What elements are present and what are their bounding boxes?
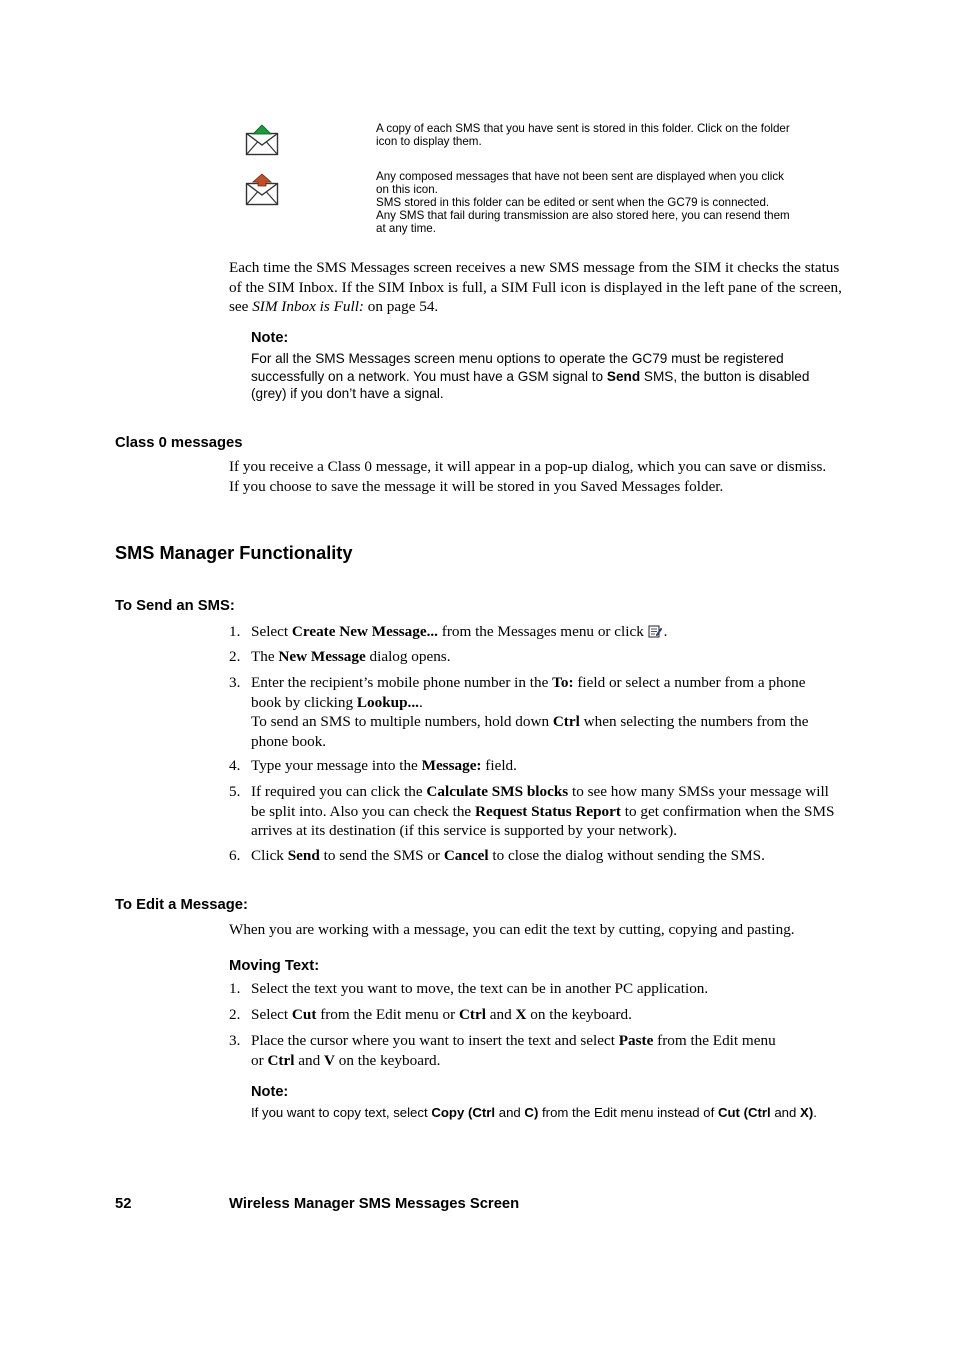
note-text: For all the SMS Messages screen menu options to operate the GC79 must be registered successfully on a network. You must have a GSM signal to Send SMS, the button is disabled (grey) if you don’t have a signal.	[251, 351, 810, 402]
edit-message-heading: To Edit a Message:	[115, 897, 248, 913]
note-heading: Note:	[251, 1084, 289, 1100]
step-number: 4.	[229, 757, 241, 774]
step-number: 3.	[229, 674, 241, 691]
list-item: Click Send to send the SMS or Cancel to close the dialog without sending the SMS.	[251, 847, 765, 864]
class0-heading: Class 0 messages	[115, 435, 243, 451]
step-number: 2.	[229, 648, 241, 665]
outbox-folder-description: Any composed messages that have not been sent are displayed when you click on this icon. SMS stored in this folder can be edited or sent when the GC79 is connected. Any SMS that fail during transmission are also stored here, you can resend them at any time.	[376, 170, 790, 235]
send-sms-heading: To Send an SMS:	[115, 598, 235, 614]
list-item: Select Create New Message... from the Messages menu or click .	[251, 622, 866, 644]
step-number: 1.	[229, 623, 241, 640]
list-item: Enter the recipient’s mobile phone number in the To: field or select a number from a phone book by clicking Lookup.... To send an SMS to multiple numbers, hold down Ctrl when selecting the numbers from the phone book.	[251, 674, 809, 750]
step-number: 1.	[229, 980, 241, 997]
step-number: 2.	[229, 1006, 241, 1023]
note-heading: Note:	[251, 330, 289, 346]
list-item: If required you can click the Calculate SMS blocks to see how many SMSs your message will be split into. Also you can check the Request Status Report to get confirmation when the SMS arrives at its destination (if this service is supported by your network).	[251, 783, 835, 839]
note-text: If you want to copy text, select Copy (Ctrl and C) from the Edit menu instead of Cut (Ctrl and X).	[251, 1105, 817, 1120]
moving-text-heading: Moving Text:	[229, 958, 320, 974]
outbox-envelope-icon	[245, 173, 279, 206]
sent-envelope-icon	[245, 124, 279, 156]
sim-inbox-full-reference[interactable]: SIM Inbox is Full:	[252, 298, 364, 315]
sent-folder-description: A copy of each SMS that you have sent is stored in this folder. Click on the folder icon to display them.	[376, 122, 790, 148]
class0-paragraph: If you receive a Class 0 message, it will appear in a pop-up dialog, which you can save or dismiss. If you choose to save the message it will be stored in you Saved Messages folder.	[229, 458, 827, 495]
section-heading: SMS Manager Functionality	[115, 543, 353, 563]
step-number: 5.	[229, 783, 241, 800]
list-item: Select Cut from the Edit menu or Ctrl and X on the keyboard.	[251, 1006, 632, 1023]
edit-intro: When you are working with a message, you can edit the text by cutting, copying and pasting.	[229, 921, 795, 938]
list-item: The New Message dialog opens.	[251, 648, 451, 665]
page-number: 52	[115, 1196, 132, 1212]
step-number: 6.	[229, 847, 241, 864]
step-number: 3.	[229, 1032, 241, 1049]
footer-title: Wireless Manager SMS Messages Screen	[229, 1196, 520, 1212]
list-item: Type your message into the Message: field.	[251, 757, 517, 774]
create-message-icon[interactable]	[648, 624, 662, 644]
list-item: Place the cursor where you want to insert the text and select Paste from the Edit menu or Ctrl and V on the keyboard.	[251, 1032, 776, 1069]
list-item: Select the text you want to move, the text can be in another PC application.	[251, 980, 709, 997]
intro-paragraph: Each time the SMS Messages screen receives a new SMS message from the SIM it checks the status of the SIM Inbox. If the SIM Inbox is full, a SIM Full icon is displayed in the left pane of the screen, see SIM Inbox is Full: on page 54.	[229, 259, 842, 315]
